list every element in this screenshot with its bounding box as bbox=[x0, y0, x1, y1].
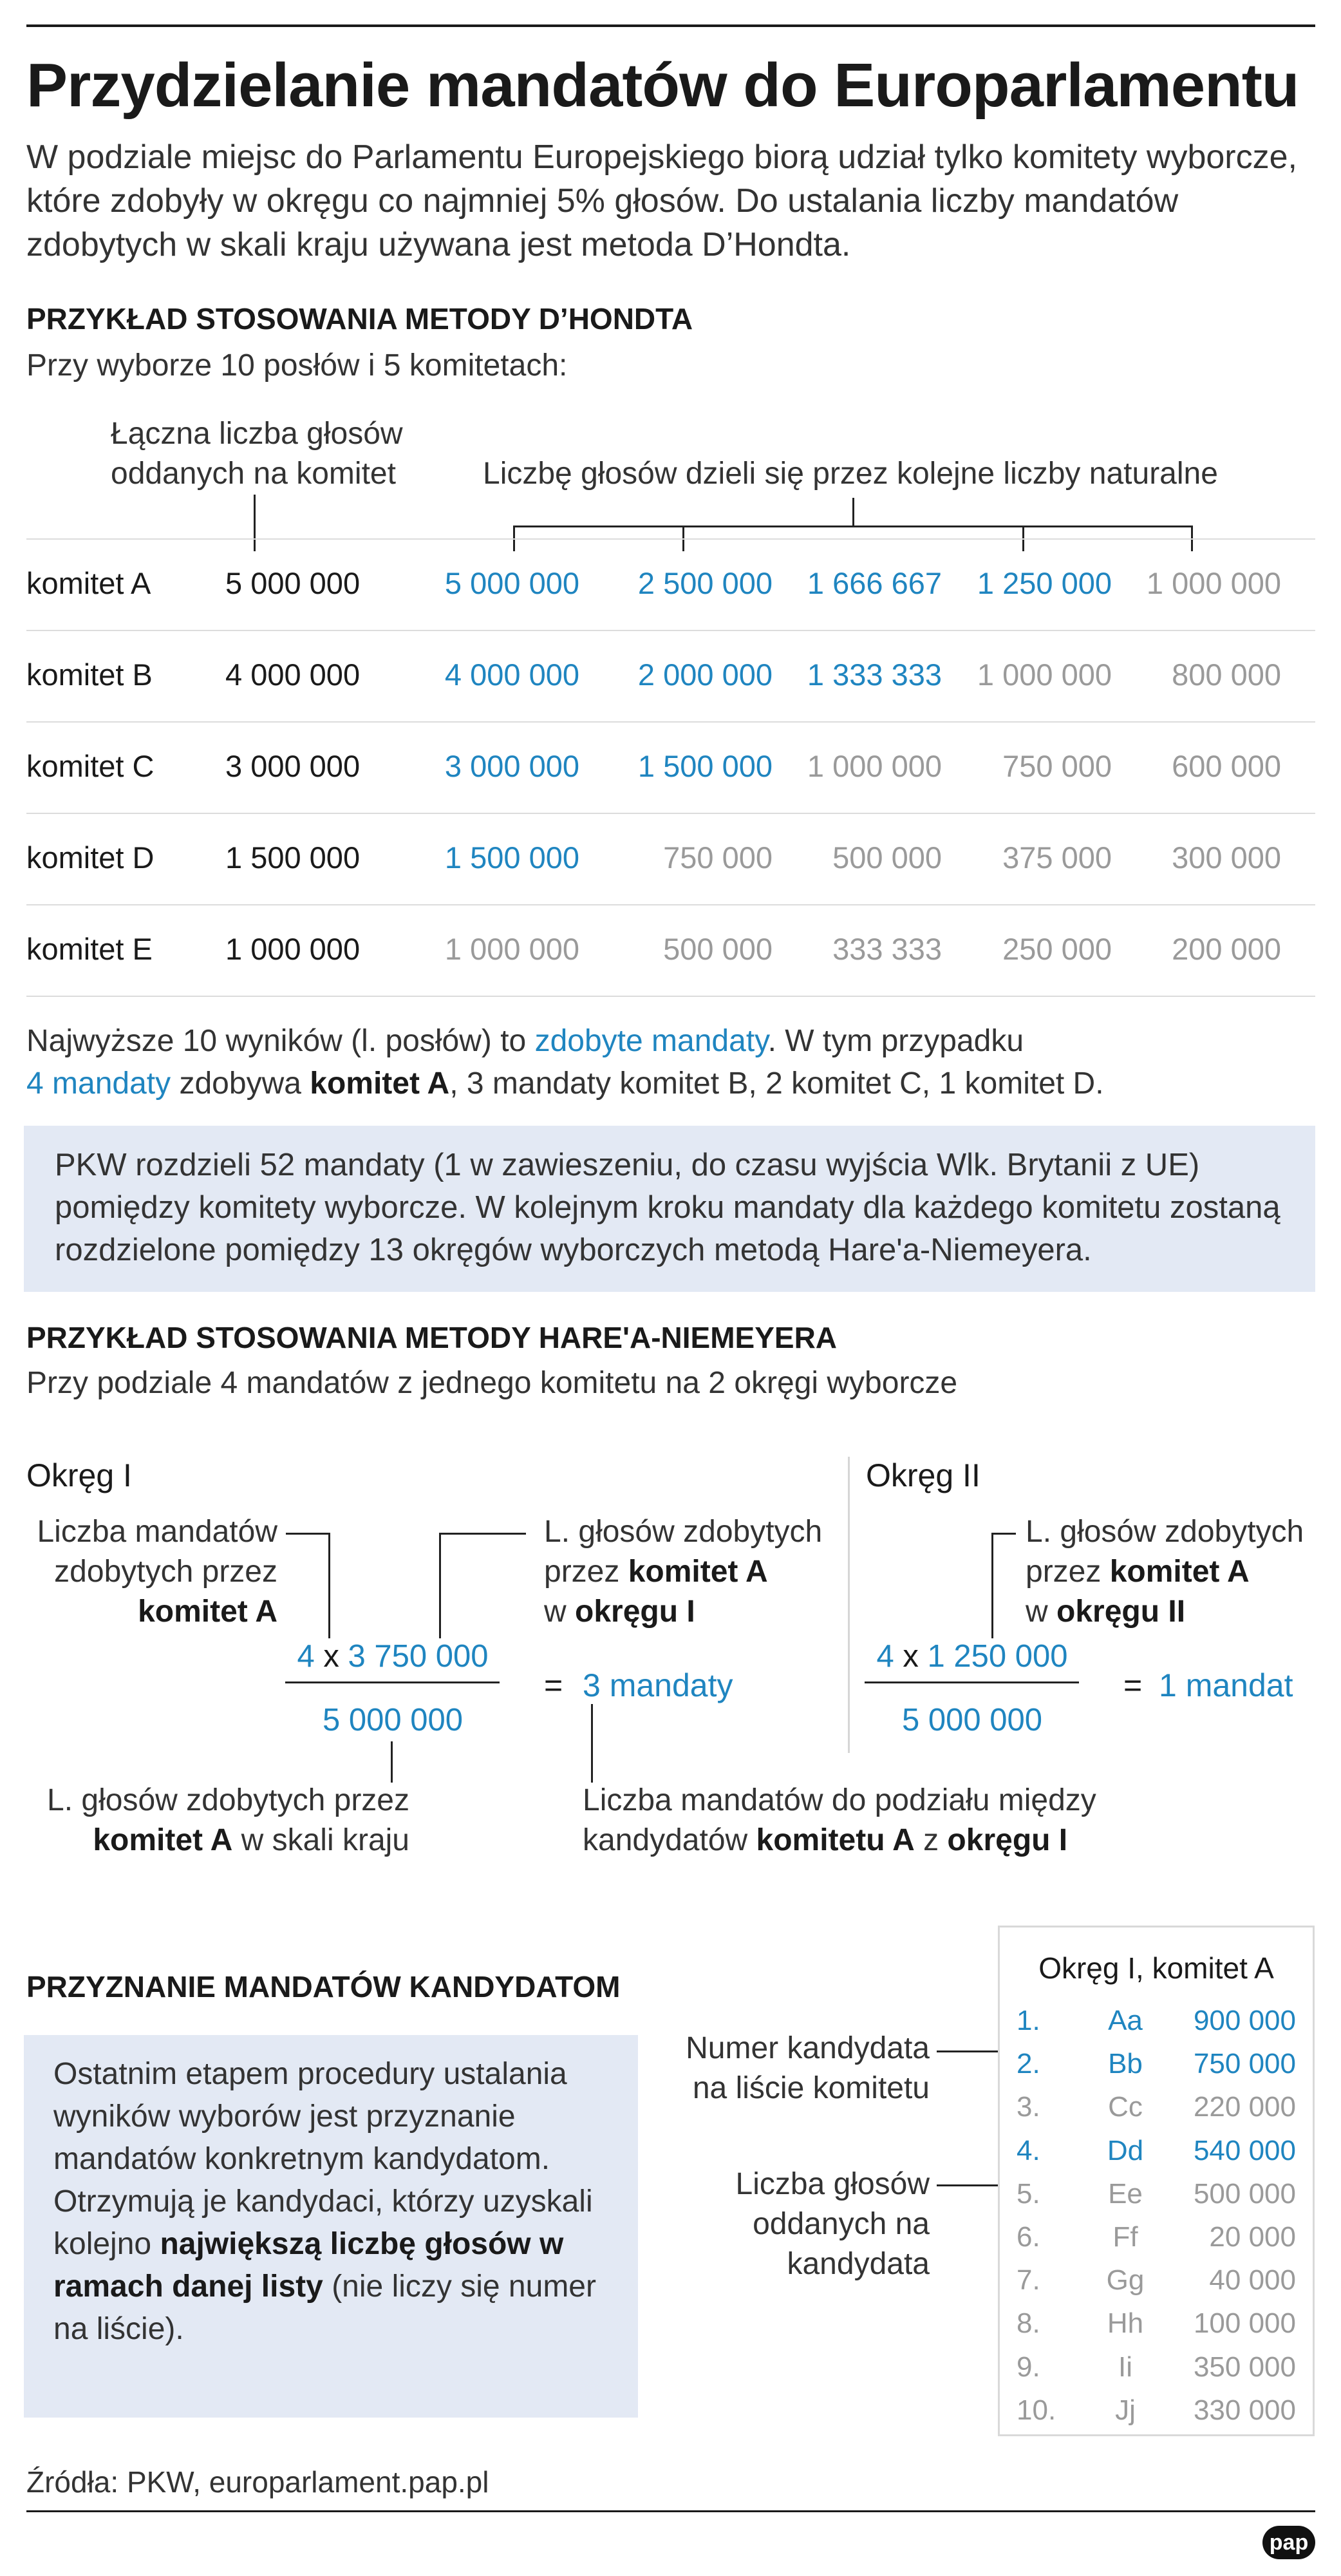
candidate-number: 8. bbox=[1017, 2307, 1040, 2339]
candidates-info-text: Ostatnim etapem procedury ustalania wyników wyborów jest przyznanie mandatów konkretnym kandydatom. Otrzymują je kandydaci, którzy uzyskali kolejno największą liczbę głosów w ramach danej listy (nie liczy się numer na liście). bbox=[53, 2057, 596, 2346]
quotient: 1 000 000 bbox=[444, 932, 579, 966]
committee-name: komitet B bbox=[26, 658, 153, 692]
quotient-won: 1 333 333 bbox=[807, 658, 942, 692]
quotient-won: 1 500 000 bbox=[637, 749, 773, 783]
candidate-votes: 350 000 bbox=[1193, 2351, 1296, 2383]
candidate-list-box bbox=[998, 1926, 1315, 2436]
quotient-won: 4 000 000 bbox=[444, 658, 579, 692]
quotient: 1 000 000 bbox=[807, 749, 942, 783]
quotient-won: 2 500 000 bbox=[637, 566, 773, 600]
candidate-number: 3. bbox=[1017, 2091, 1040, 2123]
district-1-numerator: 4 x 3 750 000 bbox=[297, 1639, 489, 1674]
district-1-result: 3 mandaty bbox=[583, 1667, 733, 1703]
candidate-name: Gg bbox=[1106, 2264, 1145, 2296]
table-row-divider bbox=[26, 813, 1315, 814]
candidate-votes-label: Liczba głosów oddanych na kandydata bbox=[735, 2167, 930, 2281]
candidate-votes: 540 000 bbox=[1193, 2135, 1296, 2166]
candidate-votes: 20 000 bbox=[1209, 2221, 1296, 2253]
candidate-votes: 900 000 bbox=[1193, 2005, 1296, 2036]
district-1-seats-to-split-label: Liczba mandatów do podziału między kandydatów komitetu A z okręgu I bbox=[583, 1783, 1096, 1857]
divide-label: Liczbę głosów dzieli się przez kolejne liczby naturalne bbox=[483, 457, 1218, 491]
quotient: 250 000 bbox=[1002, 932, 1112, 966]
dhondt-subheading: Przy wyborze 10 posłów i 5 komitetach: bbox=[26, 348, 568, 383]
candidate-name: Bb bbox=[1108, 2048, 1143, 2079]
divide-bracket-stem bbox=[852, 498, 854, 526]
quotient: 300 000 bbox=[1172, 840, 1281, 875]
candidate-number: 1. bbox=[1017, 2005, 1040, 2036]
table-row-divider bbox=[26, 721, 1315, 723]
candidate-votes: 220 000 bbox=[1193, 2091, 1296, 2123]
committee-total-votes: 3 000 000 bbox=[225, 749, 361, 783]
quotient: 375 000 bbox=[1002, 840, 1112, 875]
quotient-won: 1 250 000 bbox=[977, 566, 1112, 600]
district-2-numerator: 4 x 1 250 000 bbox=[876, 1639, 1068, 1674]
bottom-rule bbox=[26, 2510, 1315, 2512]
quotient: 333 333 bbox=[832, 932, 942, 966]
district-2-denominator: 5 000 000 bbox=[902, 1703, 1042, 1738]
candidate-name: Dd bbox=[1107, 2135, 1144, 2166]
candidate-votes: 500 000 bbox=[1193, 2178, 1296, 2210]
candidates-heading: PRZYZNANIE MANDATÓW KANDYDATOM bbox=[26, 1970, 621, 2003]
district-separator bbox=[848, 1457, 850, 1753]
district-1-votes-label: L. głosów zdobytych przez komitet A w okręgu I bbox=[544, 1515, 823, 1629]
candidate-votes: 40 000 bbox=[1209, 2264, 1296, 2296]
total-pointer bbox=[254, 495, 256, 551]
committee-name: komitet C bbox=[26, 749, 155, 783]
candidate-number: 4. bbox=[1017, 2135, 1040, 2166]
candidate-votes: 330 000 bbox=[1193, 2394, 1296, 2426]
candidate-votes: 100 000 bbox=[1193, 2307, 1296, 2339]
committee-total-votes: 1 500 000 bbox=[225, 840, 361, 875]
candidate-number: 2. bbox=[1017, 2048, 1040, 2079]
candidate-votes: 750 000 bbox=[1193, 2048, 1296, 2079]
committee-name: komitet A bbox=[26, 566, 151, 600]
quotient: 500 000 bbox=[832, 840, 942, 875]
candidate-name: Jj bbox=[1115, 2394, 1136, 2426]
top-rule bbox=[26, 24, 1315, 27]
quotient-won: 1 500 000 bbox=[444, 840, 579, 875]
dhondt-note: Najwyższe 10 wyników (l. posłów) to zdobyte mandaty. W tym przypadku 4 mandaty zdobywa komitet A, 3 mandaty komitet B, 2 komitet C, 1 komitet D. bbox=[26, 1024, 1104, 1101]
dhondt-heading: PRZYKŁAD STOSOWANIA METODY D’HONDTA bbox=[26, 302, 693, 336]
candidate-name: Ee bbox=[1108, 2178, 1143, 2210]
district-1-title: Okręg I bbox=[26, 1457, 132, 1493]
committee-name: komitet D bbox=[26, 840, 155, 875]
candidates-info-box bbox=[24, 2035, 638, 2418]
quotient: 500 000 bbox=[663, 932, 773, 966]
quotient-won: 5 000 000 bbox=[444, 566, 579, 600]
quotient: 800 000 bbox=[1172, 658, 1281, 692]
candidate-number: 7. bbox=[1017, 2264, 1040, 2296]
district-1-seats-label: Liczba mandatów zdobytych przez komitet A bbox=[37, 1515, 277, 1629]
quotient-won: 3 000 000 bbox=[444, 749, 579, 783]
table-row-divider bbox=[26, 630, 1315, 631]
pkw-info-box bbox=[24, 1126, 1315, 1292]
pkw-info-text: PKW rozdzieli 52 mandaty (1 w zawieszeniu, do czasu wyjścia Wlk. Brytanii z UE) pomiędzy komitety wyborcze. W kolejnym kroku mandaty dla każdego komitetu zostaną rozdzielone pomiędzy 13 okręgów wyborczych metodą Hare'a-Niemeyera. bbox=[55, 1148, 1280, 1267]
quotient-won: 2 000 000 bbox=[637, 658, 773, 692]
candidate-name: Ii bbox=[1118, 2351, 1132, 2383]
quotient: 200 000 bbox=[1172, 932, 1281, 966]
candidate-number: 9. bbox=[1017, 2351, 1040, 2383]
total-label: Łączna liczba głosów oddanych na komitet bbox=[111, 417, 403, 491]
candidate-number: 5. bbox=[1017, 2178, 1040, 2210]
hare-heading: PRZYKŁAD STOSOWANIA METODY HARE'A-NIEMEYERA bbox=[26, 1321, 838, 1354]
intro-text: W podziale miejsc do Parlamentu Europejskiego biorą udział tylko komitety wyborcze, które zdobyły w okręgu co najmniej 5% głosów. Do ustalania liczby mandatów zdobytych w skali kraju używana jest metoda D’Hondta. bbox=[26, 138, 1297, 263]
district-1-fraction-line bbox=[285, 1681, 500, 1683]
pap-logo: pap bbox=[1262, 2526, 1315, 2559]
candidate-number: 6. bbox=[1017, 2221, 1040, 2253]
quotient: 1 000 000 bbox=[1146, 566, 1281, 600]
district-2-title: Okręg II bbox=[866, 1457, 980, 1493]
candidate-name: Ff bbox=[1112, 2221, 1138, 2253]
candidate-list-title: Okręg I, komitet A bbox=[1038, 1951, 1274, 1985]
district-2-votes-label: L. głosów zdobytych przez komitet A w okręgu II bbox=[1026, 1515, 1304, 1629]
quotient: 750 000 bbox=[663, 840, 773, 875]
candidate-number-label: Numer kandydata na liście komitetu bbox=[686, 2031, 930, 2105]
candidate-name: Aa bbox=[1108, 2005, 1143, 2036]
district-2-fraction-line bbox=[865, 1681, 1079, 1683]
hare-subheading: Przy podziale 4 mandatów z jednego komitetu na 2 okręgi wyborcze bbox=[26, 1366, 958, 1400]
committee-total-votes: 4 000 000 bbox=[225, 658, 361, 692]
candidate-name: Hh bbox=[1107, 2307, 1144, 2339]
district-2-result: 1 mandat bbox=[1159, 1667, 1293, 1703]
quotient-won: 1 666 667 bbox=[807, 566, 942, 600]
table-row-divider bbox=[26, 996, 1315, 997]
page-title: Przydzielanie mandatów do Europarlamentu bbox=[26, 51, 1299, 120]
table-row-divider bbox=[26, 904, 1315, 905]
district-1-denominator: 5 000 000 bbox=[323, 1703, 463, 1738]
candidate-number: 10. bbox=[1017, 2394, 1056, 2426]
quotient: 750 000 bbox=[1002, 749, 1112, 783]
district-1-national-votes-label: L. głosów zdobytych przez komitet A w skali kraju bbox=[47, 1783, 409, 1857]
quotient: 1 000 000 bbox=[977, 658, 1112, 692]
source-note: Źródła: PKW, europarlament.pap.pl bbox=[26, 2465, 489, 2499]
committee-total-votes: 5 000 000 bbox=[225, 566, 361, 600]
candidate-name: Cc bbox=[1108, 2091, 1143, 2123]
quotient: 600 000 bbox=[1172, 749, 1281, 783]
committee-total-votes: 1 000 000 bbox=[225, 932, 361, 966]
committee-name: komitet E bbox=[26, 932, 153, 966]
